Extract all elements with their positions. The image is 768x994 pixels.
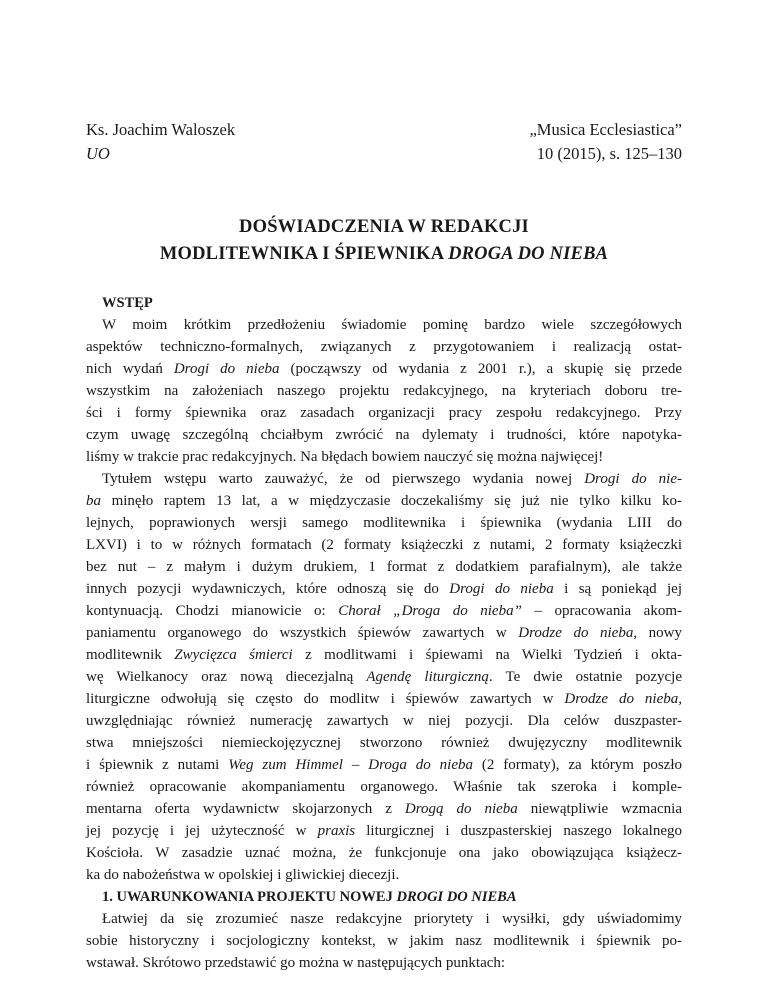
text-segment: , nowy [633, 625, 682, 641]
intro-paragraph-1 [86, 314, 682, 468]
text-line: wstawał. Skrótowo przedstawić go można w następujących punktach: [86, 955, 506, 971]
text-line: Łatwiej da się zrozumieć nasze redakcyjne priorytety i wysiłki, gdy uświadomimy [102, 911, 682, 927]
text-line: uwzględniając również numerację zawartych w niej pozycji. Dla celów duszpaster- [86, 713, 682, 729]
text-segment: innych pozycji wydawniczych, które odnoszą się do [86, 581, 450, 597]
title-line-2-italic: DROGA DO NIEBA [448, 244, 609, 264]
italic-segment: Drogi do nieba [449, 581, 554, 597]
author-block [86, 118, 235, 166]
text-line [86, 644, 682, 666]
text-line: stwa mniejszości niemieckojęzycznej stworzono również dwujęzyczny modlitewnik [86, 735, 682, 751]
author-affiliation: UO [86, 144, 110, 163]
italic-segment: praxis [317, 823, 356, 839]
text-segment: modlitewnik [86, 647, 175, 663]
italic-segment: Drogą do nieba [404, 801, 518, 817]
italic-segment: Drogi do nie- [584, 471, 683, 487]
section-heading-intro: WSTĘP [102, 295, 153, 311]
text-line [86, 358, 682, 380]
journal-citation: 10 (2015), s. 125–130 [536, 144, 682, 163]
text-line [86, 468, 682, 490]
text-segment: i śpiewnik z nutami [86, 757, 229, 773]
text-segment: kontynuacją. Chodzi mianowicie o: [86, 603, 339, 619]
text-line: lejnych, poprawionych wersji samego modlitewnika i śpiewnika (wydania LIII do [86, 515, 682, 531]
text-line: aspektów techniczno-formalnych, związanych z przygotowaniem i realizacją ostat- [86, 339, 682, 355]
text-line [86, 666, 682, 688]
text-segment: jej pozycję i jej użyteczność w [86, 823, 318, 839]
text-segment: minęło raptem 13 lat, a w międzyczasie doczekaliśmy się już nie tylko kilku ko- [101, 493, 682, 509]
text-line: LXVI) i to w różnych formatach (2 formaty książeczki z nutami, 2 formaty książeczki [86, 537, 682, 553]
journal-name: „Musica Ecclesiastica” [529, 120, 682, 139]
text-segment: Tytułem wstępu warto zauważyć, że od pierwszego wydania nowej [102, 471, 585, 487]
text-line: bez nut – z małym i dużym drukiem, 1 format z dodatkiem parafialnym), ale także [86, 559, 682, 575]
text-line [86, 600, 682, 622]
italic-segment: Drodze do nieba, [564, 691, 682, 707]
text-segment: nich wydań [86, 361, 174, 377]
section-1-heading-italic: DROGI DO NIEBA [396, 889, 517, 905]
italic-segment: Drodze do nieba [518, 625, 634, 641]
text-segment: liturgiczne odwołują się często do modlitw i śpiewów zawartych w [86, 691, 565, 707]
article-page [86, 118, 682, 974]
text-line: ka do nabożeństwa w opolskiej i gliwickiej diecezji. [86, 867, 400, 883]
text-segment: . Te dwie ostatnie pozycje [488, 669, 682, 685]
text-line [86, 688, 682, 710]
text-segment: i są poniekąd jej [553, 581, 683, 597]
title-line-2 [86, 241, 682, 268]
text-segment: (2 formaty), za którym poszło [472, 757, 682, 773]
text-line: również opracowanie akompaniamentu organowego. Właśnie tak szeroka i komple- [86, 779, 682, 795]
title-line-1: DOŚWIADCZENIA W REDAKCJI [239, 217, 529, 237]
text-line: sobie historyczny i socjologiczny kontekst, w jakim nasz modlitewnik i śpiewnik po- [86, 933, 682, 949]
journal-block [529, 118, 682, 166]
text-line: Kościoła. W zasadzie uznać można, że funkcjonuje ona jako obowiązująca książecz- [86, 845, 682, 861]
italic-segment: Drogi do nieba [173, 361, 280, 377]
text-line: wszystkim na założeniach naszego projektu redakcyjnego, na kryteriach doboru tre- [86, 383, 682, 399]
text-segment: liturgicznej i duszpasterskiej naszego lokalnego [355, 823, 683, 839]
italic-segment: Chorał „Droga do nieba” [338, 603, 522, 619]
text-segment: z modlitwami i śpiewami na Wielki Tydzień i okta- [292, 647, 682, 663]
italic-segment: Weg zum Himmel – Droga do nieba [228, 757, 473, 773]
text-segment: niewątpliwie wzmacnia [517, 801, 682, 817]
italic-segment: Agendę liturgiczną [366, 669, 489, 685]
section-1-paragraph-1 [86, 908, 682, 974]
article-title [86, 214, 682, 268]
text-line: W moim krótkim przedłożeniu świadomie pominę bardzo wiele szczegółowych [102, 317, 682, 333]
text-segment: mentarna oferta wydawnictw skojarzonych z [86, 801, 405, 817]
text-segment: – opracowania akom- [521, 603, 682, 619]
italic-segment: ba [86, 493, 101, 509]
text-segment: paniamentu organowego do wszystkich śpiewów zawartych w [86, 625, 519, 641]
text-line: liśmy w trakcie prac redakcyjnych. Na błędach bowiem nauczyć się można najwięcej! [86, 449, 604, 465]
text-line [86, 754, 682, 776]
author-name: Ks. Joachim Waloszek [86, 120, 236, 139]
text-segment: wę Wielkanocy oraz nową diecezjalną [86, 669, 367, 685]
text-line [86, 622, 682, 644]
title-line-2-plain: MODLITEWNIKA I ŚPIEWNIKA [159, 244, 449, 264]
intro-paragraph-2 [86, 468, 682, 886]
text-line: czym uwagę szczególną chciałbym zwrócić na dylematy i trudności, które napotyka- [86, 427, 682, 443]
text-line: ści i formy śpiewnika oraz zasadach organizacji pracy zespołu redakcyjnego. Przy [86, 405, 682, 421]
text-line [86, 578, 682, 600]
section-1-heading-plain: 1. UWARUNKOWANIA PROJEKTU NOWEJ [102, 889, 397, 905]
text-line [86, 820, 682, 842]
section-heading-1 [102, 886, 682, 908]
article-header [86, 118, 682, 166]
italic-segment: Zwycięzca śmierci [174, 647, 293, 663]
text-segment: (począwszy od wydania z 2001 r.), a skupię się przede [279, 361, 682, 377]
text-line [86, 490, 682, 512]
text-line [86, 798, 682, 820]
